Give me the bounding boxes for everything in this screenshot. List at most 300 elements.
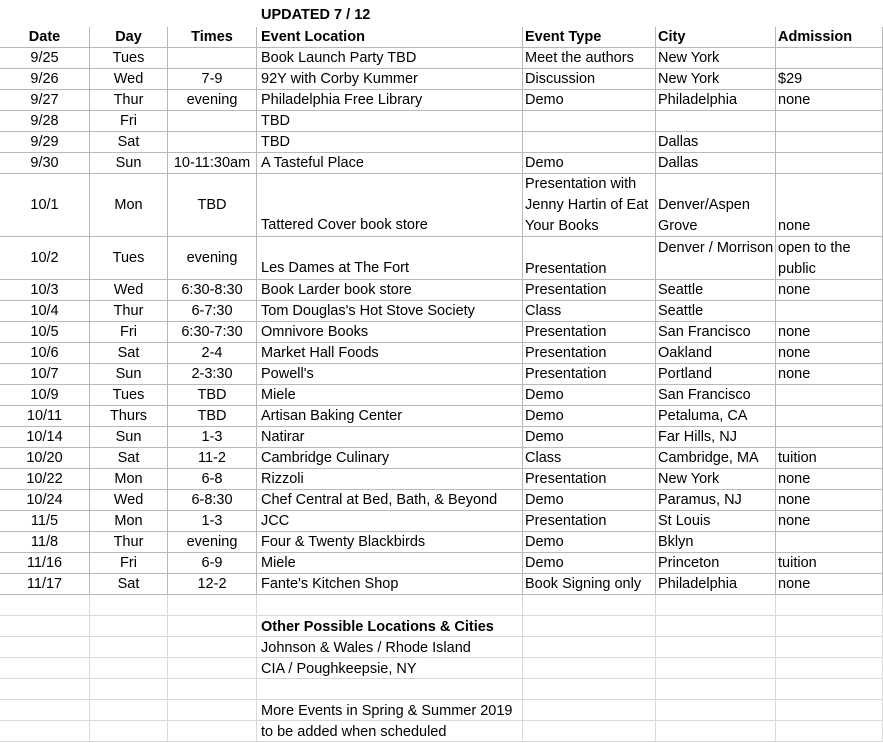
cell-text: Chef Central at Bed, Bath, & Beyond xyxy=(261,492,498,508)
cell-admission[interactable] xyxy=(776,132,883,153)
cell-text: 9/26 xyxy=(30,71,59,87)
cell-times[interactable] xyxy=(168,448,257,469)
cell-date[interactable] xyxy=(0,490,90,511)
cell-city[interactable] xyxy=(656,406,776,427)
cell-day[interactable] xyxy=(90,132,168,153)
cell-text: Philadelphia Free Library xyxy=(261,92,423,108)
cell-event-type[interactable] xyxy=(523,301,656,322)
cell-text: 6:30-8:30 xyxy=(181,282,243,298)
cell-day[interactable] xyxy=(90,385,168,406)
empty-cell[interactable] xyxy=(776,721,883,742)
cell-text: JCC xyxy=(261,513,290,529)
cell-event-location[interactable] xyxy=(257,574,523,595)
cell-event-location[interactable] xyxy=(257,174,523,237)
header-date[interactable] xyxy=(0,27,90,48)
header-event-location[interactable] xyxy=(257,27,523,48)
cell-date[interactable] xyxy=(0,237,90,280)
cell-event-type[interactable] xyxy=(523,490,656,511)
cell-admission[interactable] xyxy=(776,469,883,490)
cell-city[interactable] xyxy=(656,469,776,490)
cell-text: Thur xyxy=(113,92,144,108)
table-row xyxy=(0,90,883,111)
cell-text: none xyxy=(778,513,811,529)
cell-city[interactable] xyxy=(656,90,776,111)
cell-day[interactable] xyxy=(90,343,168,364)
cell-times[interactable] xyxy=(168,280,257,301)
cell-text: Demo xyxy=(525,534,564,550)
table-row xyxy=(0,385,883,406)
more-events-line-1: More Events in Spring & Summer 2019 xyxy=(261,703,513,719)
cell-text: Demo xyxy=(525,155,564,171)
empty-cell[interactable] xyxy=(0,721,90,742)
cell-event-location[interactable] xyxy=(257,48,523,69)
cell-text: Presentation xyxy=(525,261,607,277)
cell-admission[interactable] xyxy=(776,280,883,301)
cell-text: Mon xyxy=(114,196,143,213)
cell-text: Dallas xyxy=(658,134,699,150)
cell-text: tuition xyxy=(778,555,817,571)
cell-times[interactable] xyxy=(168,48,257,69)
cell-event-type[interactable] xyxy=(523,532,656,553)
cell-event-type[interactable] xyxy=(523,90,656,111)
cell-event-location[interactable] xyxy=(257,343,523,364)
cell-text: Presentation xyxy=(525,324,607,340)
cell-times[interactable] xyxy=(168,301,257,322)
cell-text: Date xyxy=(28,29,61,45)
cell-admission[interactable] xyxy=(776,111,883,132)
cell-event-location[interactable] xyxy=(257,511,523,532)
cell-text: Presentation with Jenny Hartin of Eat Your Books xyxy=(525,176,649,234)
cell-admission[interactable] xyxy=(776,553,883,574)
cell-city[interactable] xyxy=(656,153,776,174)
cell-admission[interactable] xyxy=(776,153,883,174)
cell-event-location[interactable] xyxy=(257,427,523,448)
cell-text: none xyxy=(778,324,811,340)
cell-date[interactable] xyxy=(0,132,90,153)
empty-cell[interactable] xyxy=(257,679,523,700)
cell-admission[interactable] xyxy=(776,511,883,532)
cell-admission[interactable] xyxy=(776,174,883,237)
cell-text: Tues xyxy=(112,387,145,403)
cell-city[interactable] xyxy=(656,48,776,69)
cell-city[interactable] xyxy=(656,385,776,406)
cell-day[interactable] xyxy=(90,174,168,237)
empty-grid-row xyxy=(0,595,883,616)
empty-cell[interactable] xyxy=(656,595,776,616)
empty-cell[interactable] xyxy=(523,595,656,616)
cell-date[interactable] xyxy=(0,532,90,553)
cell-text: San Francisco xyxy=(658,324,751,340)
cell-date[interactable] xyxy=(0,322,90,343)
cell-event-location[interactable] xyxy=(257,322,523,343)
cell-text: none xyxy=(778,218,811,234)
cell-times[interactable] xyxy=(168,237,257,280)
cell-admission[interactable] xyxy=(776,385,883,406)
cell-day[interactable] xyxy=(90,532,168,553)
header-event-type[interactable] xyxy=(523,27,656,48)
cell-event-type[interactable] xyxy=(523,237,656,280)
cell-text: TBD xyxy=(197,196,227,213)
cell-day[interactable] xyxy=(90,322,168,343)
cell-text: none xyxy=(778,366,811,382)
cell-event-type[interactable] xyxy=(523,280,656,301)
cell-text: Natirar xyxy=(261,429,305,445)
cell-admission[interactable] xyxy=(776,532,883,553)
cell-text: Times xyxy=(191,29,233,45)
cell-date[interactable] xyxy=(0,153,90,174)
cell-event-location[interactable] xyxy=(257,553,523,574)
cell-times[interactable] xyxy=(168,322,257,343)
empty-cell[interactable] xyxy=(0,700,90,721)
cell-text: Wed xyxy=(113,492,144,508)
cell-event-location[interactable] xyxy=(257,490,523,511)
cell-text: 10/3 xyxy=(30,282,59,298)
cell-event-type[interactable] xyxy=(523,427,656,448)
cell-text: 10/24 xyxy=(26,492,63,508)
cell-city[interactable] xyxy=(656,574,776,595)
cell-text: Admission xyxy=(778,29,853,45)
cell-date[interactable] xyxy=(0,364,90,385)
cell-admission[interactable] xyxy=(776,48,883,69)
cell-date[interactable] xyxy=(0,280,90,301)
table-row xyxy=(0,132,883,153)
empty-cell[interactable] xyxy=(656,637,776,658)
cell-text: 11-2 xyxy=(198,450,226,466)
cell-event-type[interactable] xyxy=(523,574,656,595)
cell-text: San Francisco xyxy=(658,387,751,403)
cell-city[interactable] xyxy=(656,448,776,469)
cell-admission[interactable] xyxy=(776,427,883,448)
empty-cell[interactable] xyxy=(90,658,168,679)
cell-text: Tues xyxy=(112,50,145,66)
cell-city[interactable] xyxy=(656,490,776,511)
cell-day[interactable] xyxy=(90,301,168,322)
cell-date[interactable] xyxy=(0,469,90,490)
cell-text: none xyxy=(778,471,811,487)
cell-day[interactable] xyxy=(90,48,168,69)
cell-city[interactable] xyxy=(656,237,776,280)
cell-event-location[interactable] xyxy=(257,364,523,385)
cell-times[interactable] xyxy=(168,153,257,174)
table-row xyxy=(0,280,883,301)
cell-times[interactable] xyxy=(168,511,257,532)
cell-event-type[interactable] xyxy=(523,48,656,69)
cell-day[interactable] xyxy=(90,90,168,111)
cell-times[interactable] xyxy=(168,385,257,406)
cell-text: 6-8:30 xyxy=(191,492,233,508)
empty-cell[interactable] xyxy=(656,658,776,679)
empty-cell[interactable] xyxy=(523,700,656,721)
cell-date[interactable] xyxy=(0,553,90,574)
cell-text: Demo xyxy=(525,555,564,571)
cell-text: Four & Twenty Blackbirds xyxy=(261,534,426,550)
header-times[interactable] xyxy=(168,27,257,48)
cell-times[interactable] xyxy=(168,532,257,553)
empty-cell[interactable] xyxy=(257,595,523,616)
cell-event-location[interactable] xyxy=(257,406,523,427)
cell-event-location[interactable] xyxy=(257,301,523,322)
cell-times[interactable] xyxy=(168,553,257,574)
cell-times[interactable] xyxy=(168,69,257,90)
cell-event-location[interactable] xyxy=(257,111,523,132)
cell-event-location[interactable] xyxy=(257,469,523,490)
cell-text: Book Signing only xyxy=(525,576,642,592)
cell-text: 1-3 xyxy=(201,429,223,445)
cell-text: 10/6 xyxy=(30,345,59,361)
cell-event-location[interactable] xyxy=(257,132,523,153)
cell-text: 11/16 xyxy=(26,555,63,571)
cell-text: Denver / Morrison xyxy=(658,240,774,256)
cell-text: Class xyxy=(525,303,562,319)
cell-text: Omnivore Books xyxy=(261,324,369,340)
header-row xyxy=(0,27,883,48)
empty-cell[interactable] xyxy=(168,637,257,658)
cell-event-type[interactable] xyxy=(523,153,656,174)
cell-times[interactable] xyxy=(168,490,257,511)
cell-text: 2-3:30 xyxy=(191,366,233,382)
cell-day[interactable] xyxy=(90,280,168,301)
cell-city[interactable] xyxy=(656,322,776,343)
empty-cell[interactable] xyxy=(523,637,656,658)
cell-text: Event Type xyxy=(525,29,602,45)
cell-day[interactable] xyxy=(90,553,168,574)
cell-day[interactable] xyxy=(90,469,168,490)
cell-times[interactable] xyxy=(168,343,257,364)
cell-city[interactable] xyxy=(656,132,776,153)
cell-date[interactable] xyxy=(0,48,90,69)
cell-text: Thurs xyxy=(109,408,148,424)
cell-day[interactable] xyxy=(90,574,168,595)
cell-event-type[interactable] xyxy=(523,511,656,532)
empty-cell[interactable] xyxy=(656,721,776,742)
cell-event-location[interactable] xyxy=(257,532,523,553)
table-row xyxy=(0,490,883,511)
cell-city[interactable] xyxy=(656,301,776,322)
cell-text: Wed xyxy=(113,282,144,298)
table-row xyxy=(0,511,883,532)
cell-text: Event Location xyxy=(261,29,365,45)
cell-date[interactable] xyxy=(0,301,90,322)
cell-times[interactable] xyxy=(168,469,257,490)
cell-admission[interactable] xyxy=(776,448,883,469)
cell-text: Market Hall Foods xyxy=(261,345,379,361)
cell-city[interactable] xyxy=(656,69,776,90)
cell-times[interactable] xyxy=(168,574,257,595)
cell-day[interactable] xyxy=(90,511,168,532)
cell-times[interactable] xyxy=(168,132,257,153)
empty-cell[interactable] xyxy=(168,595,257,616)
cell-event-location[interactable] xyxy=(257,69,523,90)
cell-text: Sat xyxy=(117,450,140,466)
cell-admission[interactable] xyxy=(776,574,883,595)
empty-cell[interactable] xyxy=(776,595,883,616)
cell-day[interactable] xyxy=(90,406,168,427)
cell-day[interactable] xyxy=(90,364,168,385)
cell-text: Denver/Aspen Grove xyxy=(658,197,750,234)
cell-times[interactable] xyxy=(168,111,257,132)
cell-date[interactable] xyxy=(0,511,90,532)
cell-day[interactable] xyxy=(90,448,168,469)
cell-city[interactable] xyxy=(656,511,776,532)
empty-cell[interactable] xyxy=(90,679,168,700)
table-row xyxy=(0,364,883,385)
empty-cell[interactable] xyxy=(90,616,168,637)
cell-times[interactable] xyxy=(168,174,257,237)
table-row xyxy=(0,574,883,595)
header-admission[interactable] xyxy=(776,27,883,48)
empty-cell[interactable] xyxy=(523,679,656,700)
cell-city[interactable] xyxy=(656,553,776,574)
empty-cell[interactable] xyxy=(656,679,776,700)
cell-event-type[interactable] xyxy=(523,69,656,90)
cell-event-type[interactable] xyxy=(523,322,656,343)
table-row xyxy=(0,174,883,237)
empty-cell[interactable] xyxy=(0,637,90,658)
cell-text: none xyxy=(778,576,811,592)
cell-text: 7-9 xyxy=(201,71,223,87)
empty-cell[interactable] xyxy=(656,616,776,637)
empty-cell[interactable] xyxy=(90,721,168,742)
cell-day[interactable] xyxy=(90,111,168,132)
cell-event-type[interactable] xyxy=(523,448,656,469)
cell-date[interactable] xyxy=(0,69,90,90)
cell-text: 11/17 xyxy=(26,576,63,592)
cell-city[interactable] xyxy=(656,532,776,553)
cell-times[interactable] xyxy=(168,406,257,427)
cell-city[interactable] xyxy=(656,111,776,132)
cell-city[interactable] xyxy=(656,174,776,237)
cell-event-type[interactable] xyxy=(523,385,656,406)
cell-event-location[interactable] xyxy=(257,153,523,174)
empty-cell[interactable] xyxy=(776,616,883,637)
cell-date[interactable] xyxy=(0,111,90,132)
empty-cell[interactable] xyxy=(523,616,656,637)
cell-admission[interactable] xyxy=(776,490,883,511)
header-city[interactable] xyxy=(656,27,776,48)
cell-text: 6:30-7:30 xyxy=(181,324,243,340)
cell-admission[interactable] xyxy=(776,237,883,280)
cell-text: none xyxy=(778,282,811,298)
empty-cell[interactable] xyxy=(168,700,257,721)
header-day[interactable] xyxy=(90,27,168,48)
empty-cell[interactable] xyxy=(776,700,883,721)
cell-date[interactable] xyxy=(0,174,90,237)
cell-text: Tattered Cover book store xyxy=(261,217,428,233)
cell-city[interactable] xyxy=(656,364,776,385)
cell-event-type[interactable] xyxy=(523,343,656,364)
cell-text: Princeton xyxy=(658,555,720,571)
table-row xyxy=(0,532,883,553)
cell-times[interactable] xyxy=(168,364,257,385)
cell-date[interactable] xyxy=(0,343,90,364)
empty-cell[interactable] xyxy=(168,616,257,637)
cell-day[interactable] xyxy=(90,69,168,90)
cell-event-type[interactable] xyxy=(523,111,656,132)
cell-admission[interactable] xyxy=(776,69,883,90)
cell-text: 10/4 xyxy=(30,303,59,319)
cell-text: Thur xyxy=(113,303,144,319)
cell-date[interactable] xyxy=(0,427,90,448)
cell-times[interactable] xyxy=(168,90,257,111)
cell-text: Tom Douglas's Hot Stove Society xyxy=(261,303,475,319)
empty-cell[interactable] xyxy=(523,658,656,679)
cell-event-type[interactable] xyxy=(523,132,656,153)
cell-admission[interactable] xyxy=(776,406,883,427)
cell-date[interactable] xyxy=(0,90,90,111)
cell-event-location[interactable] xyxy=(257,237,523,280)
empty-cell[interactable] xyxy=(168,679,257,700)
empty-cell[interactable] xyxy=(0,658,90,679)
empty-grid-row xyxy=(0,658,883,679)
cell-text: New York xyxy=(658,50,720,66)
empty-cell[interactable] xyxy=(90,637,168,658)
empty-cell[interactable] xyxy=(0,616,90,637)
cell-admission[interactable] xyxy=(776,301,883,322)
cell-date[interactable] xyxy=(0,574,90,595)
cell-text: Fri xyxy=(120,113,137,129)
cell-text: open to the public xyxy=(778,240,851,277)
empty-cell[interactable] xyxy=(168,721,257,742)
cell-date[interactable] xyxy=(0,406,90,427)
cell-text: 1-3 xyxy=(201,513,223,529)
cell-event-type[interactable] xyxy=(523,364,656,385)
cell-day[interactable] xyxy=(90,490,168,511)
cell-event-location[interactable] xyxy=(257,280,523,301)
cell-event-type[interactable] xyxy=(523,406,656,427)
empty-cell[interactable] xyxy=(776,679,883,700)
cell-text: Demo xyxy=(525,429,564,445)
cell-date[interactable] xyxy=(0,448,90,469)
empty-cell[interactable] xyxy=(0,679,90,700)
cell-admission[interactable] xyxy=(776,322,883,343)
cell-event-location[interactable] xyxy=(257,448,523,469)
cell-event-type[interactable] xyxy=(523,469,656,490)
cell-event-type[interactable] xyxy=(523,553,656,574)
cell-text: 11/8 xyxy=(30,534,59,550)
empty-cell[interactable] xyxy=(776,637,883,658)
cell-text: St Louis xyxy=(658,513,711,529)
cell-city[interactable] xyxy=(656,427,776,448)
cell-text: Fri xyxy=(120,555,137,571)
cell-event-type[interactable] xyxy=(523,174,656,237)
empty-cell[interactable] xyxy=(90,595,168,616)
table-row xyxy=(0,469,883,490)
cell-city[interactable] xyxy=(656,280,776,301)
cell-day[interactable] xyxy=(90,427,168,448)
updated-note: UPDATED 7 / 12 xyxy=(261,7,371,23)
cell-text: Fante's Kitchen Shop xyxy=(261,576,399,592)
cell-admission[interactable] xyxy=(776,90,883,111)
cell-event-location[interactable] xyxy=(257,385,523,406)
cell-admission[interactable] xyxy=(776,343,883,364)
cell-day[interactable] xyxy=(90,153,168,174)
empty-cell[interactable] xyxy=(523,721,656,742)
cell-admission[interactable] xyxy=(776,364,883,385)
table-row xyxy=(0,153,883,174)
empty-cell[interactable] xyxy=(90,700,168,721)
cell-city[interactable] xyxy=(656,343,776,364)
empty-cell[interactable] xyxy=(776,658,883,679)
cell-event-location[interactable] xyxy=(257,90,523,111)
cell-date[interactable] xyxy=(0,385,90,406)
cell-text: 12-2 xyxy=(197,576,227,592)
empty-cell[interactable] xyxy=(0,595,90,616)
cell-text: Book Larder book store xyxy=(261,282,412,298)
cell-day[interactable] xyxy=(90,237,168,280)
cell-times[interactable] xyxy=(168,427,257,448)
empty-cell[interactable] xyxy=(168,658,257,679)
empty-cell[interactable] xyxy=(656,700,776,721)
